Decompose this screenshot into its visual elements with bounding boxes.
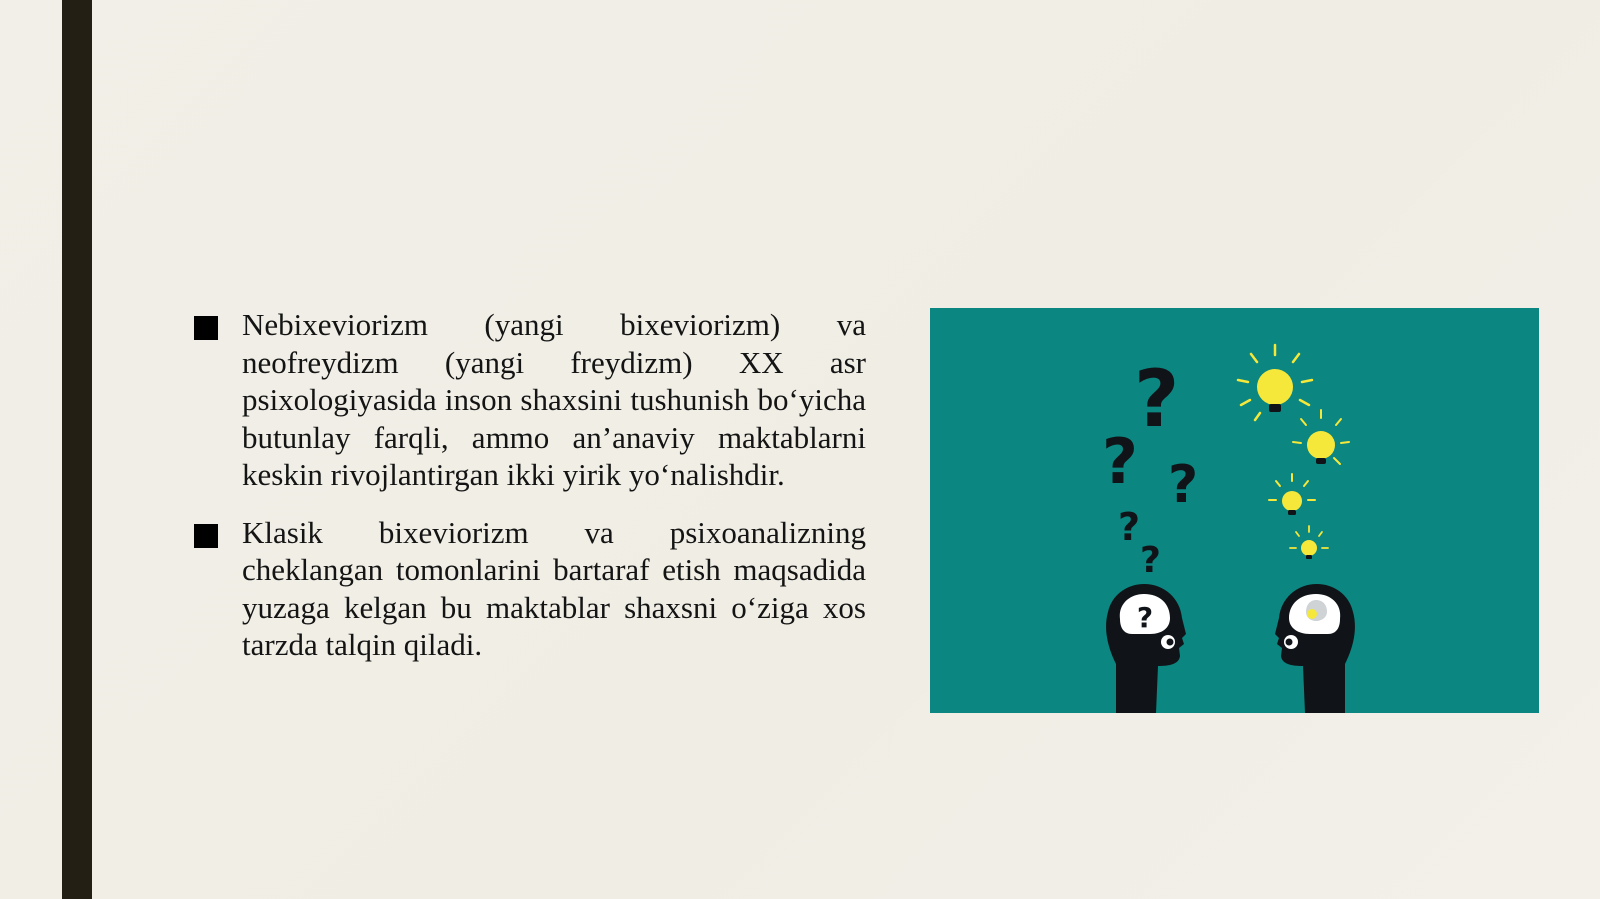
accent-bar	[62, 0, 92, 899]
question-mark-icon: ?	[1102, 425, 1138, 498]
question-mark-icon: ?	[1140, 540, 1161, 581]
bullet-text-1: Nebixeviorizm (yangi bixeviorizm) va neofreydizm (yangi freydizm) XX asr psixologiyasida inson shaxsini tushunish bo‘yicha butunlay farqli, ammo an’anaviy maktablarni keskin rivojlantirgan ikki yirik yo‘nalishdir.	[242, 307, 866, 492]
bullet-list	[192, 306, 866, 684]
bullet-text-2: Klasik bixeviorizm va psixoanalizning cheklangan tomonlarini bartaraf etish maqsadida yuzaga kelgan bu maktablar shaxsni o‘ziga xos tarzda talqin qiladi.	[242, 514, 866, 662]
bullet-item-2	[192, 514, 866, 664]
illustration-svg	[930, 308, 1539, 713]
bullet-item-1	[192, 306, 866, 494]
question-mark-icon: ?	[1168, 455, 1199, 515]
square-bullet-icon	[194, 316, 218, 340]
illustration-background	[930, 308, 1539, 713]
square-bullet-icon	[194, 524, 218, 548]
thinking-heads-illustration	[930, 308, 1539, 713]
question-mark-icon: ?	[1134, 355, 1180, 445]
question-mark-icon: ?	[1118, 505, 1141, 549]
question-mark-icon: ?	[1136, 601, 1154, 634]
